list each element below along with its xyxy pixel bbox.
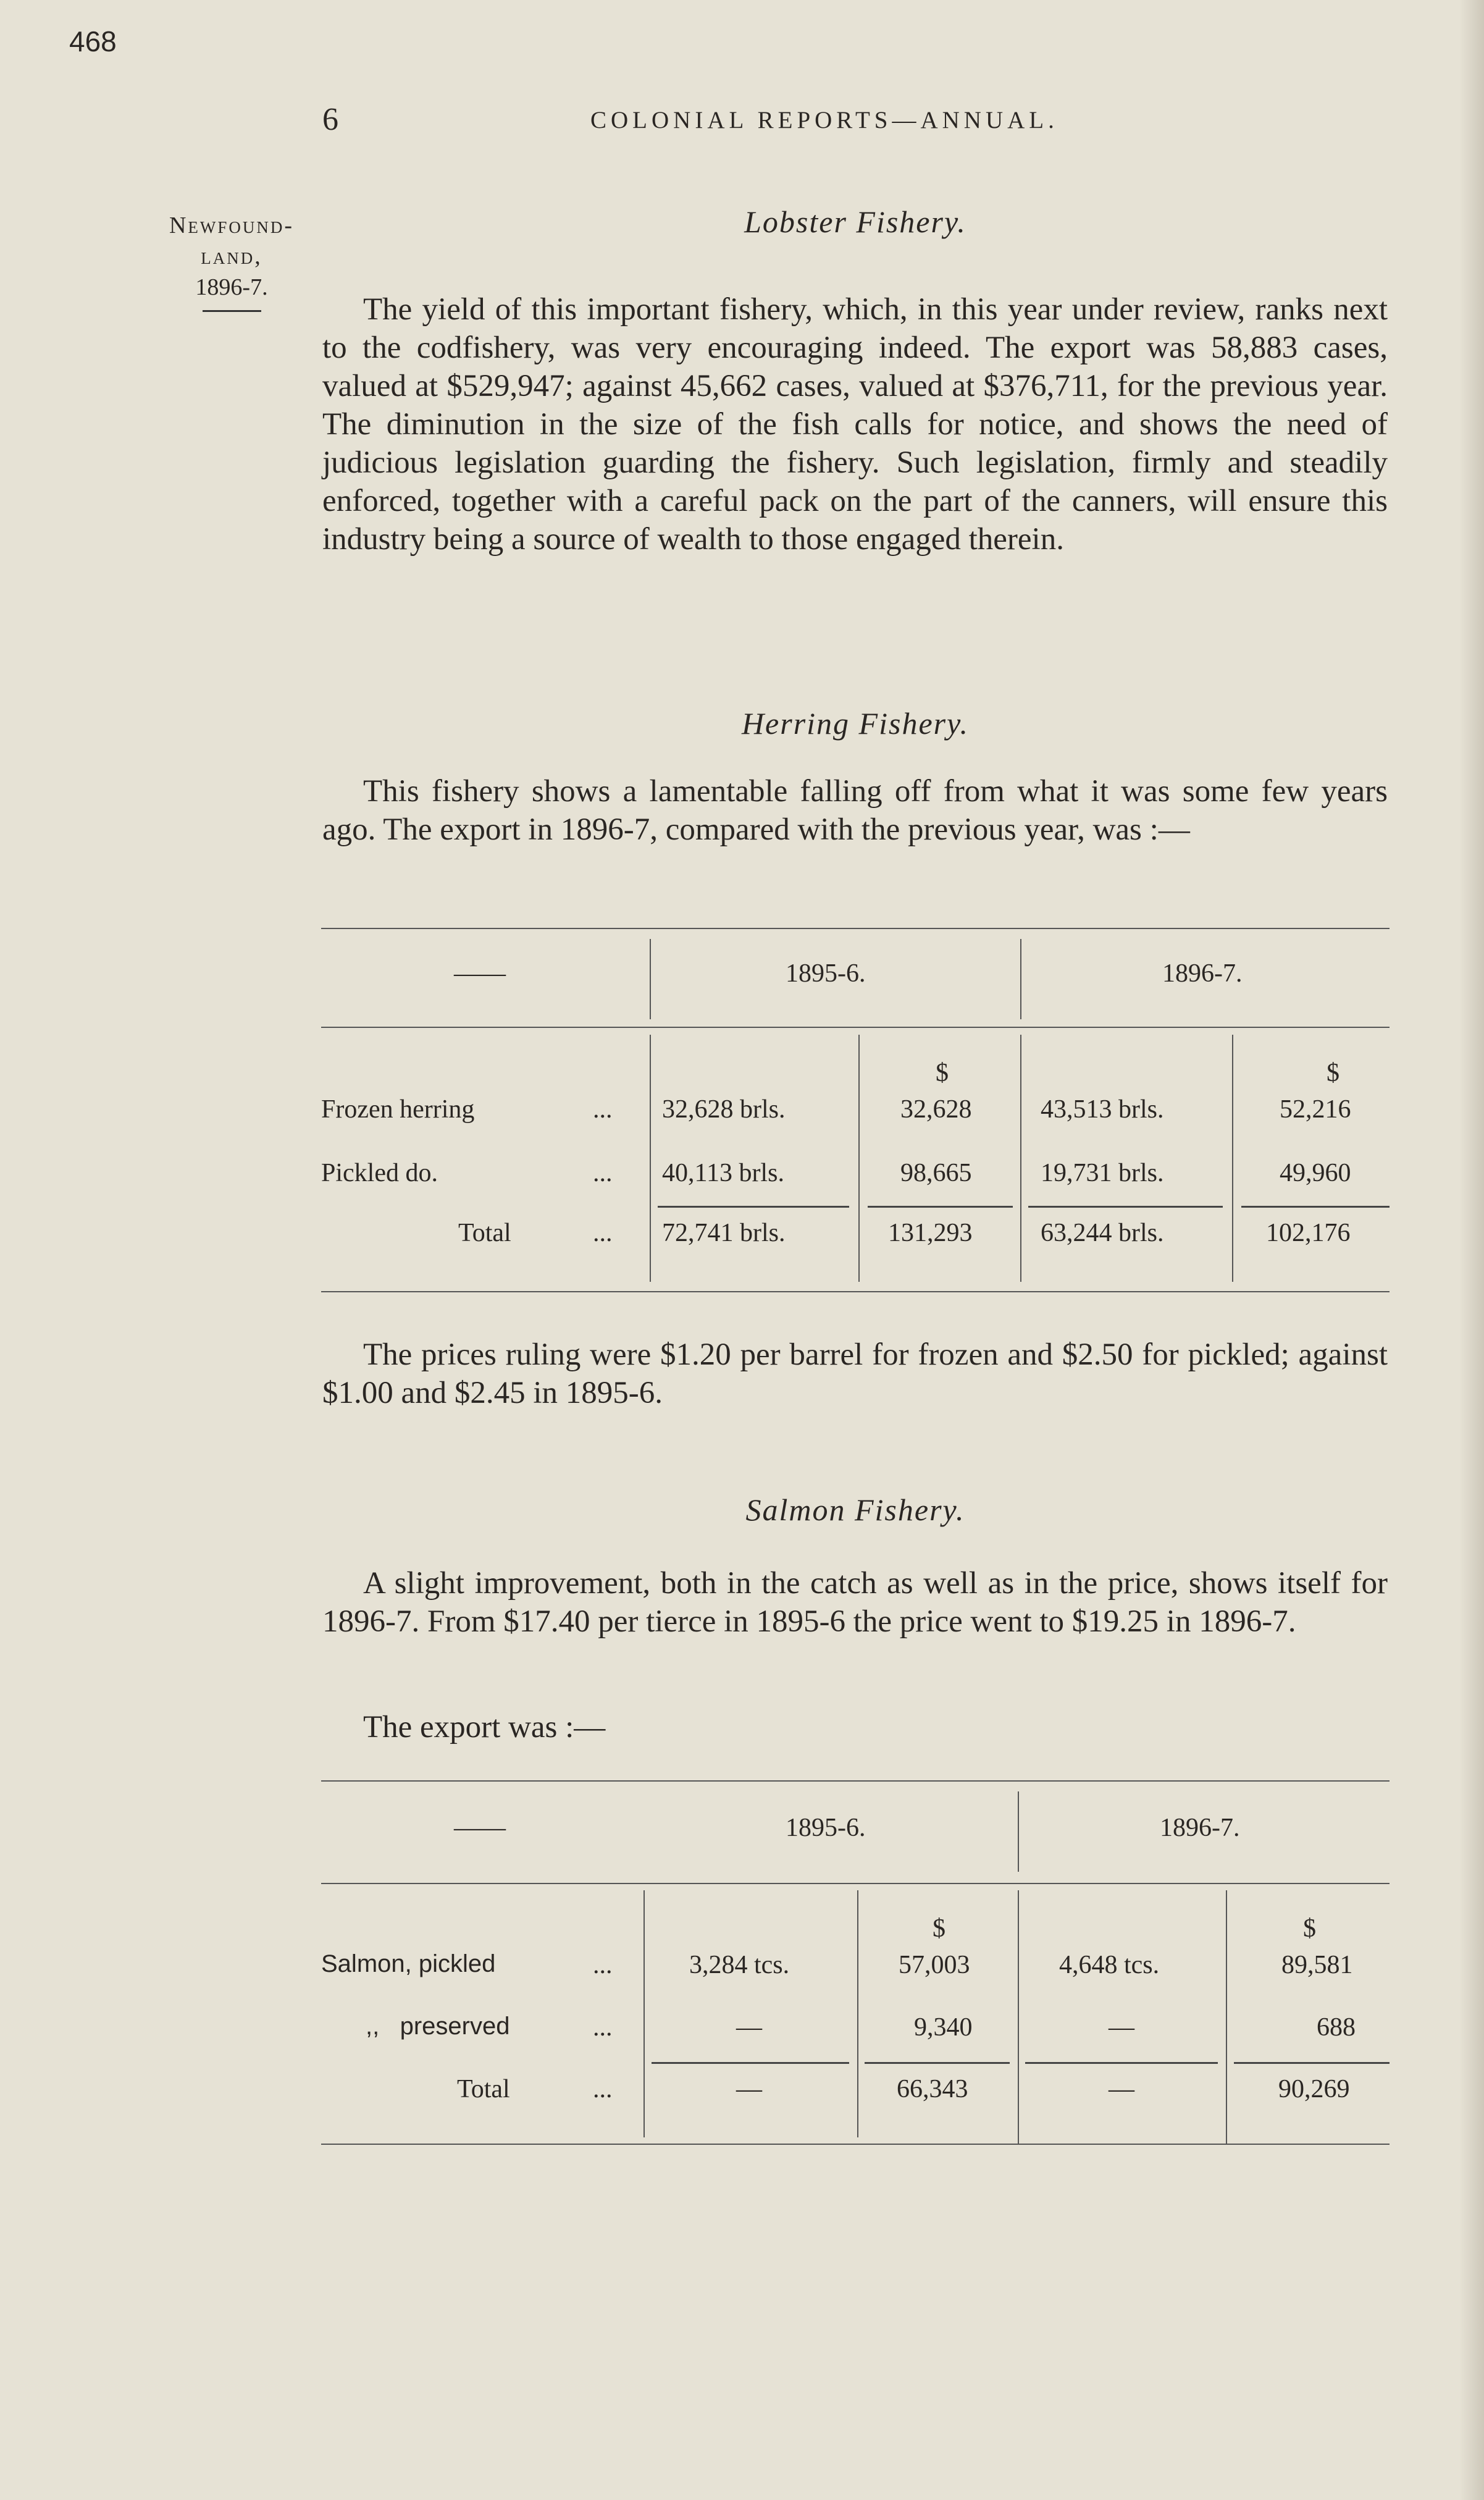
dollar-sign: $ bbox=[933, 1914, 945, 1943]
year-header-1: 1895-6. bbox=[786, 1814, 866, 1842]
table-rule bbox=[858, 1035, 860, 1282]
side-note-line-3: 1896-7. bbox=[195, 274, 268, 300]
qty-1896: 19,731 brls. bbox=[1041, 1159, 1164, 1187]
sum-rule bbox=[868, 1206, 1013, 1208]
value-1896: 688 bbox=[1317, 2013, 1356, 2042]
row-dots: ... bbox=[593, 2075, 613, 2103]
table-rule bbox=[1018, 1890, 1019, 2144]
row-label: Total bbox=[457, 2075, 510, 2103]
running-head: COLONIAL REPORTS—ANNUAL. bbox=[590, 107, 1059, 133]
salmon-intro: A slight improvement, both in the catch as well as in the price, shows itself for 1896-7. From $17.40 per tierce in 1895-6 the price went to $19.25 in 1896-7. bbox=[322, 1566, 1388, 1639]
side-note-line-1: Newfound- bbox=[169, 213, 295, 238]
herring-intro: This fishery shows a lamentable falling off from what it was some few years ago. The export in 1896-7, compared with the previous year, was :— bbox=[322, 774, 1388, 847]
inner-page-number: 6 bbox=[322, 102, 338, 137]
lobster-paragraph: The yield of this important fishery, which, in this year under review, ranks next to the codfishery, was very encouraging indeed. The export was 58,883 cases, valued at $529,947; against 45,662 cases, valued at $376,711, for the previous year. The diminution in the size of the fish calls for notice, and shows the need of judicious legislation guarding the fishery. Such legislation, firmly and steadily enforced, together with a careful pack on the part of the canners, will ensure this industry being a source of wealth to those engaged therein. bbox=[322, 292, 1388, 557]
table-rule bbox=[321, 1780, 1390, 1782]
salmon-table bbox=[321, 1773, 1390, 2150]
margin-side-note bbox=[139, 210, 324, 312]
table-rule bbox=[650, 939, 651, 1019]
table-rule bbox=[1020, 1035, 1021, 1282]
blank-header: —— bbox=[454, 959, 506, 988]
value-1895: 9,340 bbox=[914, 2013, 973, 2042]
page-edge-shadow bbox=[1459, 0, 1484, 2500]
qty-1895: — bbox=[736, 2075, 762, 2103]
value-1895: 131,293 bbox=[888, 1219, 973, 1247]
row-dots: ... bbox=[593, 1159, 613, 1187]
value-1895: 32,628 bbox=[900, 1095, 972, 1124]
table-rule bbox=[650, 1035, 651, 1282]
row-dots: ... bbox=[593, 1951, 613, 1979]
row-label: Total bbox=[458, 1219, 511, 1247]
row-label: Frozen herring bbox=[321, 1095, 475, 1124]
lobster-heading: Lobster Fishery. bbox=[744, 204, 966, 239]
qty-1895: 40,113 brls. bbox=[662, 1159, 784, 1187]
outer-page-number: 468 bbox=[69, 25, 117, 57]
qty-1895: 72,741 brls. bbox=[662, 1219, 786, 1247]
row-label: Salmon, pickled bbox=[321, 1950, 496, 1977]
table-rule bbox=[321, 2144, 1390, 2145]
table-rule bbox=[857, 1890, 858, 2137]
sum-rule bbox=[652, 2062, 849, 2064]
qty-1895: 3,284 tcs. bbox=[689, 1951, 790, 1979]
row-dots: ... bbox=[593, 1219, 613, 1247]
herring-heading: Herring Fishery. bbox=[741, 706, 970, 741]
sum-rule bbox=[658, 1206, 849, 1208]
row-label: ,, preserved bbox=[366, 2013, 510, 2040]
blank-header: —— bbox=[454, 1814, 506, 1842]
value-1895: 66,343 bbox=[897, 2075, 968, 2103]
table-rule bbox=[1232, 1035, 1233, 1282]
row-label: Pickled do. bbox=[321, 1159, 438, 1187]
table-rule bbox=[643, 1890, 645, 2137]
table-rule bbox=[321, 1027, 1390, 1028]
value-1895: 57,003 bbox=[899, 1951, 970, 1979]
table-rule bbox=[321, 1883, 1390, 1884]
side-note-line-2: land, bbox=[201, 243, 262, 269]
value-1896: 49,960 bbox=[1280, 1159, 1351, 1187]
value-1896: 52,216 bbox=[1280, 1095, 1351, 1124]
side-note-rule bbox=[203, 310, 261, 312]
value-1896: 89,581 bbox=[1281, 1951, 1353, 1979]
dollar-sign: $ bbox=[1327, 1059, 1339, 1087]
year-header-2: 1896-7. bbox=[1162, 959, 1243, 988]
qty-1896: — bbox=[1109, 2075, 1134, 2103]
row-dots: ... bbox=[593, 2013, 613, 2042]
salmon-heading: Salmon Fishery. bbox=[745, 1492, 965, 1527]
table-rule bbox=[1020, 939, 1021, 1019]
dollar-sign: $ bbox=[936, 1059, 949, 1087]
value-1896: 90,269 bbox=[1278, 2075, 1350, 2103]
sum-rule bbox=[1028, 1206, 1223, 1208]
salmon-export-line: The export was :— bbox=[363, 1710, 606, 1745]
qty-1896: 63,244 brls. bbox=[1041, 1219, 1164, 1247]
sum-rule bbox=[1234, 2062, 1390, 2064]
qty-1895: 32,628 brls. bbox=[662, 1095, 786, 1124]
herring-prices: The prices ruling were $1.20 per barrel for frozen and $2.50 for pickled; against $1.00 and $2.45 in 1895-6. bbox=[322, 1337, 1388, 1410]
year-header-2: 1896-7. bbox=[1160, 1814, 1240, 1842]
herring-table bbox=[321, 920, 1390, 1297]
table-rule bbox=[1018, 1791, 1019, 1872]
sum-rule bbox=[1241, 1206, 1390, 1208]
sum-rule bbox=[865, 2062, 1010, 2064]
table-rule bbox=[1226, 1890, 1227, 2144]
year-header-1: 1895-6. bbox=[786, 959, 866, 988]
qty-1896: — bbox=[1109, 2013, 1134, 2042]
value-1895: 98,665 bbox=[900, 1159, 972, 1187]
qty-1895: — bbox=[736, 2013, 762, 2042]
dollar-sign: $ bbox=[1303, 1914, 1316, 1943]
table-rule bbox=[321, 1291, 1390, 1292]
qty-1896: 4,648 tcs. bbox=[1059, 1951, 1160, 1979]
row-dots: ... bbox=[593, 1095, 613, 1124]
value-1896: 102,176 bbox=[1266, 1219, 1351, 1247]
table-rule bbox=[321, 928, 1390, 929]
sum-rule bbox=[1025, 2062, 1218, 2064]
qty-1896: 43,513 brls. bbox=[1041, 1095, 1164, 1124]
